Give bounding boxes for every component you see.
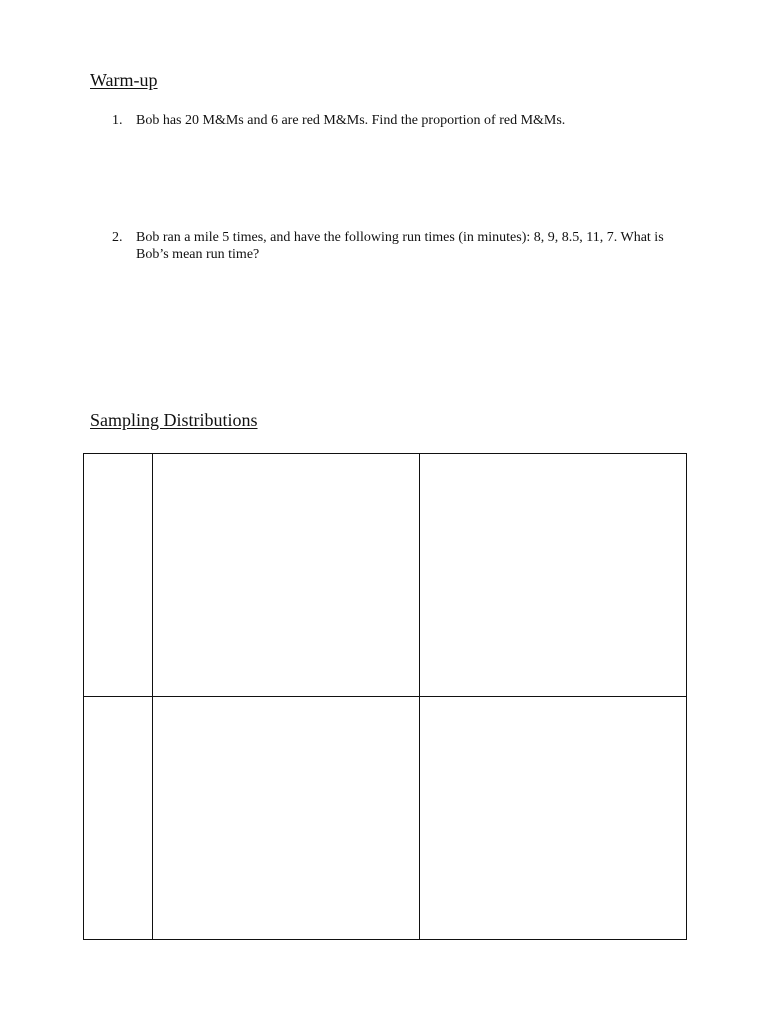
table-cell-row1-col1[interactable]: [84, 454, 153, 697]
table-cell-row2-col2[interactable]: [153, 697, 420, 940]
warmup-heading: Warm-up: [90, 70, 158, 90]
question-1-text: Bob has 20 M&Ms and 6 are red M&Ms. Find the proportion of red M&Ms.: [136, 113, 566, 128]
table-row: [84, 697, 687, 940]
table-cell-row1-col2[interactable]: [153, 454, 420, 697]
question-2-text: Bob ran a mile 5 times, and have the following run times (in minutes): 8, 9, 8.5, 11, 7. What is Bob’s mean run time?: [136, 230, 664, 262]
sampling-distributions-table: [83, 453, 687, 940]
table-row: [84, 454, 687, 697]
question-1-number: 1.: [112, 113, 123, 128]
sampling-distributions-heading: Sampling Distributions: [90, 410, 258, 430]
table-cell-row1-col3[interactable]: [420, 454, 687, 697]
question-2: [112, 229, 672, 263]
question-1: [112, 112, 672, 129]
table-cell-row2-col3[interactable]: [420, 697, 687, 940]
table-cell-row2-col1[interactable]: [84, 697, 153, 940]
question-2-number: 2.: [112, 230, 123, 245]
